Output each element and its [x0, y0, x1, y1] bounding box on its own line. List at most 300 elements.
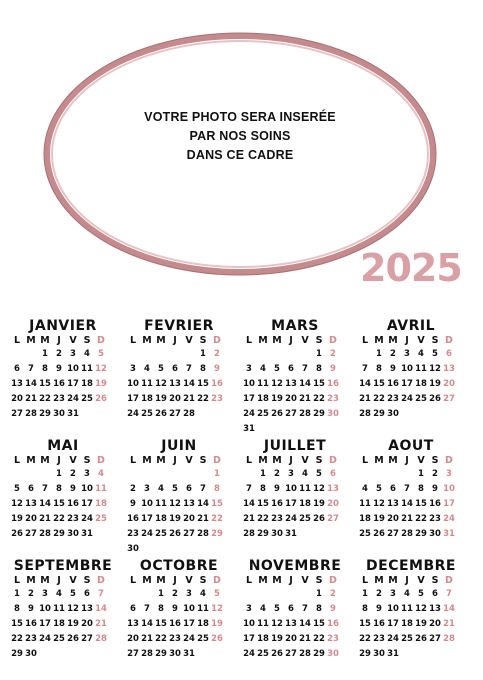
month-juin: [124, 438, 234, 557]
day-cell: 10: [183, 604, 195, 614]
empty-cell: [242, 347, 256, 362]
day-cell: 2: [274, 469, 280, 479]
day-cell: 13: [127, 619, 139, 629]
day-cell: 23: [271, 514, 283, 524]
weekday-header: J: [57, 335, 61, 346]
day-cell: 3: [246, 364, 252, 374]
empty-cell: [242, 587, 256, 602]
day-cell: 8: [56, 484, 62, 494]
month-name: MAI: [47, 438, 79, 454]
day-cell: 11: [401, 604, 413, 614]
placeholder-line-3: DANS CE CADRE: [186, 148, 294, 162]
day-cell: 18: [53, 619, 65, 629]
day-cell: 26: [271, 409, 283, 419]
day-cell: 16: [327, 619, 339, 629]
weekday-header: V: [417, 335, 425, 346]
day-cell: 17: [285, 499, 297, 509]
day-cell: 2: [130, 484, 136, 494]
day-cell: 30: [169, 649, 181, 659]
day-cell: 29: [211, 529, 223, 539]
weekday-header: M: [374, 335, 384, 346]
weekday-header: V: [69, 575, 77, 586]
day-cell: 27: [327, 514, 339, 524]
day-cell: 26: [373, 529, 385, 539]
day-cell: 21: [39, 514, 51, 524]
day-cell: 21: [183, 394, 195, 404]
day-cell: 7: [302, 364, 308, 374]
day-cell: 5: [418, 589, 424, 599]
day-cell: 28: [25, 409, 37, 419]
day-cell: 14: [25, 379, 37, 389]
weekday-header: V: [69, 335, 77, 346]
day-cell: 1: [376, 349, 382, 359]
day-cell: 2: [330, 589, 336, 599]
day-cell: 10: [243, 379, 255, 389]
weekday-header: S: [315, 455, 323, 466]
empty-cell: [400, 467, 414, 482]
day-cell: 9: [28, 604, 34, 614]
day-cell: 16: [67, 499, 79, 509]
weekday-header: M: [388, 335, 398, 346]
weekday-header: S: [199, 455, 207, 466]
day-cell: 21: [359, 394, 371, 404]
day-grid: [10, 334, 118, 422]
day-cell: 22: [359, 634, 371, 644]
empty-cell: [10, 347, 24, 362]
empty-cell: [182, 347, 196, 362]
day-cell: 26: [155, 409, 167, 419]
weekday-header: V: [301, 455, 309, 466]
day-cell: 24: [127, 409, 139, 419]
day-cell: 3: [70, 349, 76, 359]
day-cell: 2: [28, 589, 34, 599]
empty-cell: [168, 347, 182, 362]
day-cell: 2: [432, 469, 438, 479]
day-cell: 31: [387, 649, 399, 659]
weekday-header: V: [185, 575, 193, 586]
weekday-header: M: [374, 575, 384, 586]
weekday-header: D: [329, 575, 337, 586]
day-cell: 23: [67, 514, 79, 524]
month-name: OCTOBRE: [139, 558, 219, 574]
day-cell: 11: [359, 499, 371, 509]
weekday-header: M: [156, 575, 166, 586]
weekday-header: D: [329, 335, 337, 346]
day-cell: 1: [316, 589, 322, 599]
weekday-header: M: [40, 335, 50, 346]
day-cell: 15: [197, 379, 209, 389]
day-cell: 26: [11, 529, 23, 539]
month-name: JANVIER: [29, 318, 97, 334]
day-cell: 18: [359, 514, 371, 524]
day-cell: 12: [271, 619, 283, 629]
day-cell: 6: [288, 604, 294, 614]
day-cell: 14: [39, 499, 51, 509]
day-cell: 28: [39, 529, 51, 539]
empty-cell: [284, 347, 298, 362]
weekday-header: M: [272, 575, 282, 586]
day-cell: 18: [155, 514, 167, 524]
day-cell: 6: [28, 484, 34, 494]
weekday-header: D: [445, 455, 453, 466]
day-cell: 12: [67, 604, 79, 614]
day-cell: 1: [158, 589, 164, 599]
day-cell: 30: [327, 649, 339, 659]
day-cell: 11: [81, 364, 93, 374]
day-cell: 15: [359, 619, 371, 629]
month-mars: [240, 318, 350, 437]
day-cell: 28: [141, 649, 153, 659]
weekday-header: V: [417, 575, 425, 586]
day-cell: 16: [211, 379, 223, 389]
day-cell: 3: [246, 604, 252, 614]
day-cell: 8: [316, 604, 322, 614]
weekday-header: L: [361, 575, 369, 586]
day-cell: 27: [285, 409, 297, 419]
day-cell: 3: [42, 589, 48, 599]
day-cell: 15: [11, 619, 23, 629]
weekday-header: D: [213, 455, 221, 466]
day-cell: 1: [42, 349, 48, 359]
day-cell: 10: [127, 379, 139, 389]
day-cell: 14: [443, 604, 455, 614]
month-name: MARS: [271, 318, 319, 334]
day-cell: 27: [25, 529, 37, 539]
day-grid: [126, 454, 234, 557]
empty-cell: [168, 467, 182, 482]
day-cell: 23: [127, 529, 139, 539]
day-cell: 5: [14, 484, 20, 494]
day-cell: 16: [327, 379, 339, 389]
day-cell: 20: [285, 394, 297, 404]
day-cell: 2: [376, 589, 382, 599]
month-name: AOUT: [388, 438, 434, 454]
day-cell: 9: [172, 604, 178, 614]
day-cell: 25: [141, 409, 153, 419]
day-cell: 30: [373, 649, 385, 659]
month-aout: [356, 438, 466, 542]
empty-cell: [24, 347, 38, 362]
day-cell: 7: [302, 604, 308, 614]
day-cell: 12: [415, 604, 427, 614]
placeholder-line-1: VOTRE PHOTO SERA INSERÉE: [144, 110, 336, 124]
day-cell: 29: [359, 649, 371, 659]
day-cell: 19: [169, 514, 181, 524]
weekday-header: M: [40, 575, 50, 586]
day-cell: 25: [197, 634, 209, 644]
day-cell: 29: [257, 529, 269, 539]
day-cell: 9: [432, 484, 438, 494]
day-cell: 19: [67, 619, 79, 629]
weekday-header: V: [69, 455, 77, 466]
day-cell: 31: [81, 529, 93, 539]
empty-cell: [24, 467, 38, 482]
day-cell: 21: [95, 619, 107, 629]
day-cell: 13: [25, 499, 37, 509]
day-cell: 7: [144, 604, 150, 614]
day-grid: [242, 574, 350, 662]
day-cell: 17: [243, 634, 255, 644]
day-cell: 8: [418, 484, 424, 494]
day-cell: 24: [81, 514, 93, 524]
day-cell: 15: [415, 499, 427, 509]
day-cell: 7: [98, 589, 104, 599]
day-cell: 22: [155, 634, 167, 644]
day-cell: 5: [432, 349, 438, 359]
day-cell: 20: [327, 499, 339, 509]
day-cell: 22: [373, 394, 385, 404]
weekday-header: V: [185, 455, 193, 466]
weekday-header: L: [129, 455, 137, 466]
day-cell: 15: [155, 619, 167, 629]
day-cell: 5: [274, 604, 280, 614]
day-cell: 25: [81, 394, 93, 404]
day-cell: 10: [81, 484, 93, 494]
day-cell: 8: [158, 604, 164, 614]
day-cell: 20: [285, 634, 297, 644]
day-cell: 27: [81, 634, 93, 644]
day-cell: 20: [11, 394, 23, 404]
empty-cell: [386, 467, 400, 482]
weekday-header: J: [173, 575, 177, 586]
day-cell: 17: [183, 619, 195, 629]
day-cell: 12: [429, 364, 441, 374]
weekday-header: L: [245, 575, 253, 586]
weekday-header: S: [83, 335, 91, 346]
day-cell: 17: [443, 499, 455, 509]
day-cell: 10: [67, 364, 79, 374]
day-cell: 26: [429, 394, 441, 404]
day-cell: 6: [186, 484, 192, 494]
day-cell: 19: [373, 514, 385, 524]
weekday-header: D: [97, 335, 105, 346]
day-cell: 19: [211, 619, 223, 629]
day-cell: 5: [98, 349, 104, 359]
day-cell: 22: [211, 514, 223, 524]
weekday-header: S: [315, 335, 323, 346]
weekday-header: M: [26, 335, 36, 346]
weekday-header: L: [13, 575, 21, 586]
day-cell: 27: [429, 634, 441, 644]
day-grid: [10, 454, 118, 542]
day-cell: 28: [243, 529, 255, 539]
day-cell: 7: [186, 364, 192, 374]
day-cell: 11: [53, 604, 65, 614]
day-cell: 17: [141, 514, 153, 524]
day-cell: 20: [25, 514, 37, 524]
empty-cell: [372, 467, 386, 482]
day-cell: 24: [285, 514, 297, 524]
day-cell: 17: [67, 379, 79, 389]
weekday-header: M: [258, 455, 268, 466]
weekday-header: J: [405, 575, 409, 586]
day-cell: 31: [443, 529, 455, 539]
month-name: SEPTEMBRE: [13, 558, 113, 574]
day-cell: 15: [313, 619, 325, 629]
day-cell: 27: [11, 409, 23, 419]
weekday-header: M: [258, 575, 268, 586]
day-cell: 4: [260, 364, 266, 374]
day-cell: 25: [257, 409, 269, 419]
day-cell: 5: [316, 469, 322, 479]
day-grid: [126, 334, 234, 422]
empty-cell: [10, 467, 24, 482]
day-cell: 17: [243, 394, 255, 404]
day-cell: 6: [130, 604, 136, 614]
day-cell: 26: [95, 394, 107, 404]
day-cell: 29: [313, 409, 325, 419]
day-cell: 4: [302, 469, 308, 479]
day-cell: 19: [155, 394, 167, 404]
day-cell: 13: [327, 484, 339, 494]
weekday-header: L: [245, 335, 253, 346]
day-cell: 10: [387, 604, 399, 614]
day-cell: 24: [183, 634, 195, 644]
day-cell: 5: [70, 589, 76, 599]
day-cell: 22: [11, 634, 23, 644]
day-cell: 6: [330, 469, 336, 479]
weekday-header: J: [57, 455, 61, 466]
weekday-header: M: [272, 455, 282, 466]
day-cell: 3: [288, 469, 294, 479]
empty-cell: [140, 467, 154, 482]
day-cell: 10: [141, 499, 153, 509]
day-cell: 10: [243, 619, 255, 629]
weekday-header: L: [129, 575, 137, 586]
day-cell: 14: [243, 499, 255, 509]
empty-cell: [358, 467, 372, 482]
day-cell: 8: [14, 604, 20, 614]
day-cell: 22: [53, 514, 65, 524]
day-cell: 17: [127, 394, 139, 404]
day-cell: 5: [274, 364, 280, 374]
weekday-header: M: [156, 455, 166, 466]
empty-cell: [126, 587, 140, 602]
day-cell: 21: [197, 514, 209, 524]
day-cell: 6: [84, 589, 90, 599]
day-cell: 19: [271, 394, 283, 404]
weekday-header: M: [388, 575, 398, 586]
day-cell: 8: [362, 604, 368, 614]
day-cell: 18: [257, 394, 269, 404]
month-mai: [8, 438, 118, 542]
day-cell: 11: [141, 379, 153, 389]
day-cell: 21: [141, 634, 153, 644]
day-cell: 30: [271, 529, 283, 539]
day-cell: 4: [144, 364, 150, 374]
day-cell: 10: [401, 364, 413, 374]
day-cell: 14: [141, 619, 153, 629]
month-name: NOVEMBRE: [248, 558, 342, 574]
day-cell: 28: [401, 529, 413, 539]
day-cell: 19: [11, 514, 23, 524]
day-cell: 17: [387, 619, 399, 629]
day-cell: 21: [299, 634, 311, 644]
day-cell: 18: [299, 499, 311, 509]
day-grid: [242, 454, 350, 542]
day-cell: 23: [429, 514, 441, 524]
day-cell: 18: [257, 634, 269, 644]
day-cell: 18: [141, 394, 153, 404]
day-cell: 9: [376, 604, 382, 614]
day-cell: 8: [200, 364, 206, 374]
month-name: JUIN: [161, 438, 197, 454]
day-cell: 23: [25, 634, 37, 644]
day-cell: 18: [95, 499, 107, 509]
empty-cell: [140, 347, 154, 362]
weekday-header: L: [361, 455, 369, 466]
day-cell: 8: [316, 364, 322, 374]
day-cell: 11: [415, 364, 427, 374]
day-cell: 17: [81, 499, 93, 509]
day-cell: 23: [169, 634, 181, 644]
empty-cell: [126, 347, 140, 362]
day-cell: 12: [211, 604, 223, 614]
day-cell: 22: [39, 394, 51, 404]
day-cell: 3: [144, 484, 150, 494]
day-cell: 8: [260, 484, 266, 494]
day-cell: 3: [390, 589, 396, 599]
day-cell: 20: [429, 619, 441, 629]
day-cell: 30: [387, 409, 399, 419]
day-cell: 9: [274, 484, 280, 494]
day-cell: 1: [14, 589, 20, 599]
day-cell: 14: [197, 499, 209, 509]
day-cell: 11: [95, 484, 107, 494]
day-cell: 7: [200, 484, 206, 494]
day-cell: 17: [39, 619, 51, 629]
day-cell: 18: [81, 379, 93, 389]
day-cell: 15: [211, 499, 223, 509]
day-cell: 10: [443, 484, 455, 494]
day-cell: 26: [211, 634, 223, 644]
weekday-header: D: [97, 575, 105, 586]
empty-cell: [256, 587, 270, 602]
day-cell: 9: [390, 364, 396, 374]
day-cell: 15: [53, 499, 65, 509]
weekday-header: M: [142, 455, 152, 466]
day-cell: 15: [313, 379, 325, 389]
day-cell: 22: [197, 394, 209, 404]
day-cell: 28: [359, 409, 371, 419]
day-cell: 10: [39, 604, 51, 614]
day-cell: 20: [169, 394, 181, 404]
weekday-header: J: [173, 455, 177, 466]
day-cell: 13: [443, 364, 455, 374]
weekday-header: S: [199, 575, 207, 586]
day-cell: 4: [98, 469, 104, 479]
day-cell: 1: [418, 469, 424, 479]
day-cell: 23: [53, 394, 65, 404]
weekday-header: M: [156, 335, 166, 346]
day-cell: 12: [155, 379, 167, 389]
month-name: DECEMBRE: [366, 558, 456, 574]
day-cell: 9: [130, 499, 136, 509]
empty-cell: [154, 467, 168, 482]
weekday-header: L: [129, 335, 137, 346]
month-name: JUILLET: [263, 438, 327, 454]
day-cell: 13: [285, 619, 297, 629]
day-cell: 23: [327, 634, 339, 644]
day-cell: 23: [211, 394, 223, 404]
day-cell: 2: [214, 349, 220, 359]
day-cell: 20: [81, 619, 93, 629]
day-cell: 23: [387, 394, 399, 404]
day-cell: 5: [214, 589, 220, 599]
day-cell: 30: [25, 649, 37, 659]
day-cell: 29: [415, 529, 427, 539]
day-cell: 29: [39, 409, 51, 419]
